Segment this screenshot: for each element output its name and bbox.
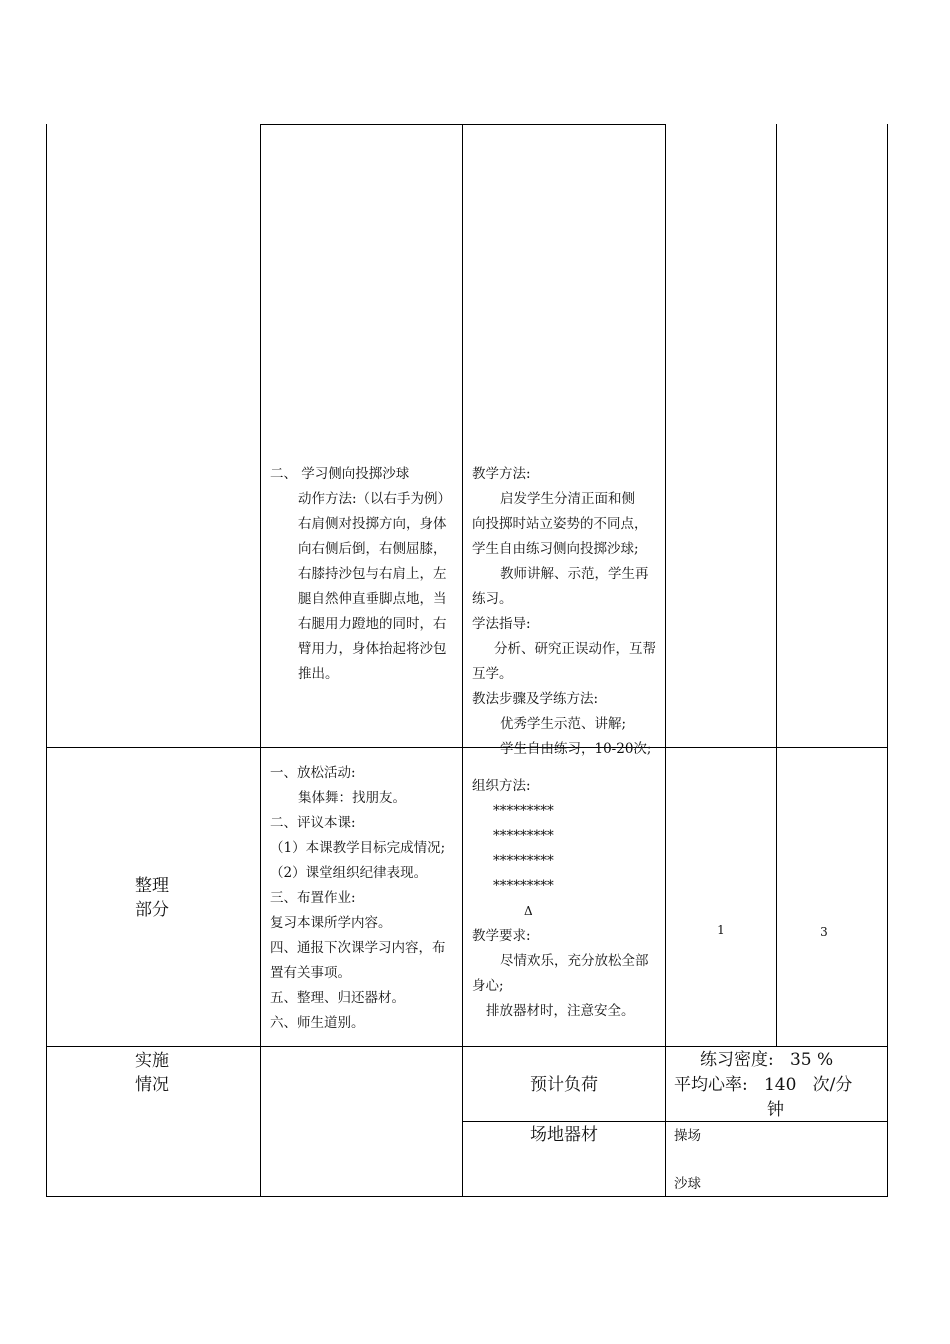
practice-density: 练习密度: 35 %: [700, 1050, 834, 1070]
top-method-line: 练习。: [472, 591, 513, 607]
cooldown-content-line: 五、整理、归还器材。: [270, 990, 405, 1006]
cooldown-method-line: 身心;: [472, 978, 504, 994]
cooldown-content-line: 六、师生道别。: [270, 1015, 365, 1031]
cooldown-content-line: 复习本课所学内容。: [270, 915, 392, 931]
top-method-line: 互学。: [472, 666, 513, 682]
cooldown-content-line: 三、布置作业:: [270, 890, 356, 906]
top-content-line: 腿自然伸直垂脚点地，当: [298, 591, 447, 607]
table-border-left: [46, 124, 47, 1197]
formation-row: *********: [493, 878, 554, 894]
top-content-line: 推出。: [298, 666, 339, 682]
column-divider-1: [260, 124, 261, 1197]
top-content-line: 向右侧后倒，右侧屈膝，: [298, 541, 447, 557]
average-heart-rate: 平均心率: 140 次/分: [674, 1075, 853, 1095]
heart-rate-unit: 钟: [767, 1100, 784, 1120]
formation-row: *********: [493, 803, 554, 819]
cooldown-method-line: 教学要求:: [472, 928, 531, 944]
column-divider-4: [776, 124, 777, 1047]
table-border-right: [887, 124, 888, 1197]
teacher-position-marker: Δ: [524, 904, 533, 918]
cooldown-content-line: 一、放松活动:: [270, 765, 356, 781]
cooldown-content-line: （1）本课教学目标完成情况;: [270, 840, 446, 856]
venue-value: 操场: [674, 1128, 701, 1144]
section-label: 整理: [135, 876, 169, 896]
column-divider-2: [462, 124, 463, 1197]
cooldown-content-line: 集体舞：找朋友。: [298, 790, 406, 806]
column-divider-3: [665, 124, 666, 1197]
top-content-line: 动作方法:（以右手为例）: [298, 491, 452, 507]
section-label: 部分: [135, 900, 169, 920]
cooldown-method-line: 组织方法:: [472, 778, 531, 794]
table-border-bottom: [46, 1196, 888, 1197]
row-divider-3: [462, 1121, 888, 1122]
cooldown-content-line: 二、评议本课:: [270, 815, 356, 831]
repetitions-value: 1: [717, 923, 725, 937]
top-border-partial: [260, 124, 666, 125]
venue-equipment-label: 场地器材: [530, 1125, 598, 1145]
cooldown-method-line: 排放器材时，注意安全。: [486, 1003, 635, 1019]
row-divider-2: [46, 1046, 888, 1047]
top-content-line: 右腿用力蹬地的同时，右: [298, 616, 447, 632]
top-method-line: 向投掷时站立姿势的不同点，: [472, 516, 648, 532]
top-content-line: 右膝持沙包与右肩上，左: [298, 566, 447, 582]
top-content-heading: 二、 学习侧向投掷沙球: [270, 466, 410, 482]
formation-row: *********: [493, 853, 554, 869]
cooldown-content-line: 四、通报下次课学习内容，布: [270, 940, 446, 956]
top-content-line: 右肩侧对投掷方向，身体: [298, 516, 447, 532]
top-content-line: 臂用力，身体抬起将沙包: [298, 641, 447, 657]
formation-row: *********: [493, 828, 554, 844]
cooldown-content-line: 置有关事项。: [270, 965, 351, 981]
top-method-line: 学生自由练习，10-20次;: [500, 741, 652, 757]
row-divider-1: [46, 747, 888, 748]
top-method-line: 教师讲解、示范，学生再: [500, 566, 649, 582]
top-method-line: 学法指导:: [472, 616, 531, 632]
top-method-line: 教法步骤及学练方法:: [472, 691, 599, 707]
top-method-line: 教学方法:: [472, 466, 531, 482]
top-method-line: 优秀学生示范、讲解;: [500, 716, 627, 732]
equipment-value: 沙球: [674, 1176, 701, 1192]
top-method-line: 学生自由练习侧向投掷沙球;: [472, 541, 639, 557]
cooldown-content-line: （2）课堂组织纪律表现。: [270, 865, 428, 881]
expected-load-label: 预计负荷: [530, 1075, 598, 1095]
top-method-line: 启发学生分清正面和侧: [500, 491, 635, 507]
duration-value: 3: [820, 925, 828, 939]
top-method-line: 分析、研究正误动作，互帮: [494, 641, 656, 657]
implementation-label: 实施: [135, 1051, 169, 1071]
implementation-label: 情况: [135, 1075, 169, 1095]
cooldown-method-line: 尽情欢乐，充分放松全部: [500, 953, 649, 969]
